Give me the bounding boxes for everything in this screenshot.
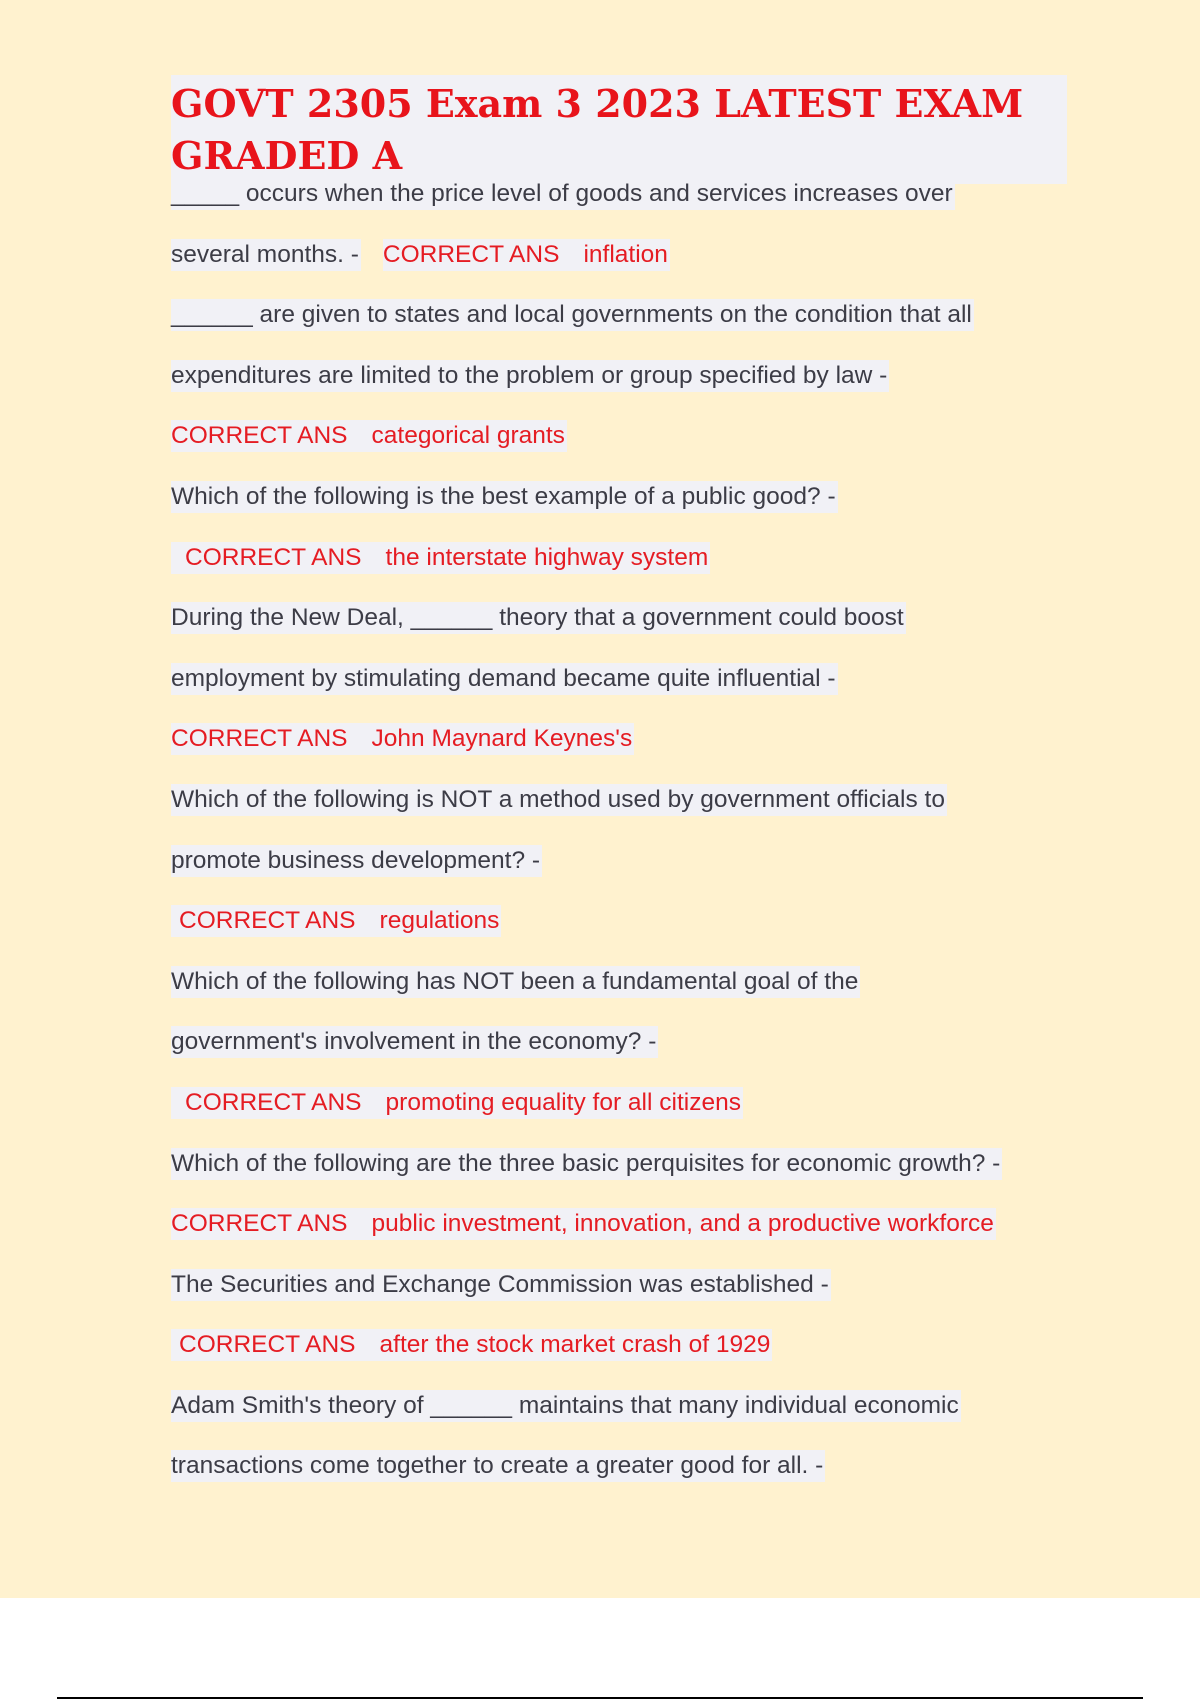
question-line [171, 1269, 1071, 1330]
answer-text: inflation [561, 239, 669, 271]
question-text: Which of the following has NOT been a fundamental goal of the [171, 966, 860, 998]
question-line [171, 966, 1071, 1027]
question-text: Adam Smith's theory of ______ maintains that many individual economic [171, 1390, 961, 1422]
answer-line [171, 1329, 1071, 1390]
answer-prefix: CORRECT ANS [171, 420, 350, 452]
answer-prefix: CORRECT ANS [171, 1087, 364, 1119]
title-box [171, 75, 1067, 184]
answer-prefix: CORRECT ANS [171, 1208, 350, 1240]
question-text: expenditures are limited to the problem or group specified by law - [171, 360, 889, 392]
document-content [171, 75, 1071, 1511]
question-line [171, 299, 1071, 360]
question-text: _____ occurs when the price level of goods and services increases over [171, 178, 955, 210]
question-text: Which of the following are the three basic perquisites for economic growth? - [171, 1148, 1002, 1180]
question-line [171, 1026, 1071, 1087]
question-text: promote business development? - [171, 845, 542, 877]
answer-text: categorical grants [350, 420, 567, 452]
question-text: employment by stimulating demand became quite influential - [171, 663, 838, 695]
question-answer-line [171, 239, 1071, 300]
answer-line [171, 542, 1071, 603]
answer-line [171, 1208, 1071, 1269]
question-line [171, 1390, 1071, 1451]
answer-line [171, 1087, 1071, 1148]
question-line [171, 1148, 1071, 1209]
answer-text: promoting equality for all citizens [364, 1087, 743, 1119]
answer-text: public investment, innovation, and a productive workforce [350, 1208, 996, 1240]
question-line [171, 663, 1071, 724]
footer-rule [57, 1697, 1143, 1699]
answer-text: the interstate highway system [364, 542, 711, 574]
question-line [171, 481, 1071, 542]
question-line [171, 360, 1071, 421]
question-text: The Securities and Exchange Commission was established - [171, 1269, 831, 1301]
question-line [171, 784, 1071, 845]
answer-line [171, 420, 1071, 481]
answer-prefix: CORRECT ANS [383, 239, 562, 271]
answer-prefix: CORRECT ANS [171, 1329, 358, 1361]
question-text: several months. - [171, 239, 361, 271]
question-text: Which of the following is NOT a method used by government officials to [171, 784, 947, 816]
answer-text: John Maynard Keynes's [350, 723, 635, 755]
answer-text: regulations [358, 905, 502, 937]
answer-line [171, 905, 1071, 966]
question-line [171, 1450, 1071, 1511]
document-title: GOVT 2305 Exam 3 2023 LATEST EXAM GRADED A [171, 81, 1024, 178]
question-line [171, 602, 1071, 663]
question-text: government's involvement in the economy? - [171, 1026, 658, 1058]
question-line [171, 845, 1071, 906]
question-text: During the New Deal, ______ theory that a government could boost [171, 602, 906, 634]
answer-prefix: CORRECT ANS [171, 723, 350, 755]
answer-prefix: CORRECT ANS [171, 542, 364, 574]
answer-text: after the stock market crash of 1929 [358, 1329, 773, 1361]
answer-prefix: CORRECT ANS [171, 905, 358, 937]
question-text: Which of the following is the best example of a public good? - [171, 481, 838, 513]
question-text: ______ are given to states and local governments on the condition that all [171, 299, 974, 331]
answer-line [171, 723, 1071, 784]
question-line [171, 178, 1071, 239]
question-text: transactions come together to create a greater good for all. - [171, 1450, 825, 1482]
